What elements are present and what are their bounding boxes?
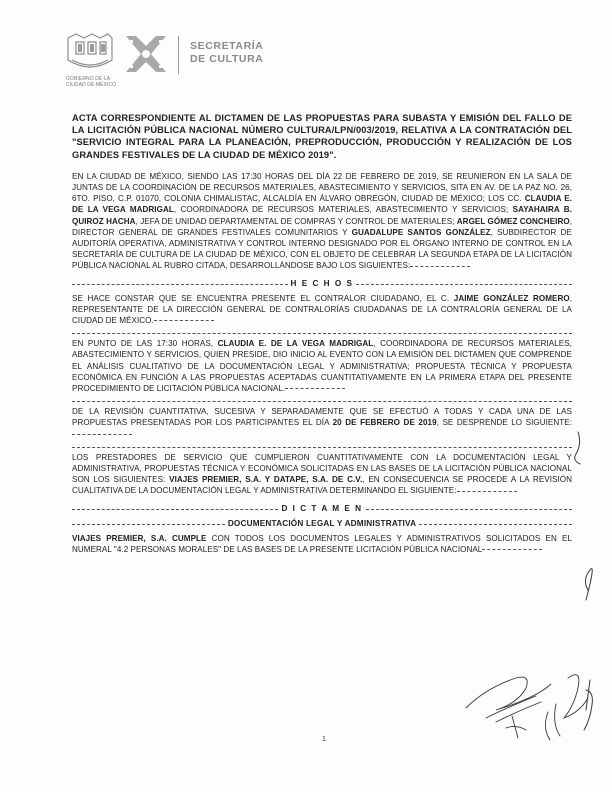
p3-text-1: EN PUNTO DE LAS 17:30 HORAS, (72, 339, 218, 349)
p5-text-2: , EN CONSECUENCIA SE PROCEDE A LA REVISIÓN CUALITATIVA DE LA DOCUMENTACIÓN LEGAL Y ADMINISTRATIVA DETERMINANDO EL SIGUIENTE: (72, 475, 572, 496)
p1-text-5: , SUBDIRECTOR DE AUDITORÍA OPERATIVA, ADMINISTRATIVA Y CONTROL INTERNO DESIGNADO POR EL ÓRGANO INTERNO DE CONTROL EN LA SECRETARÍA DE CULTURA DE LA CIUDAD DE MÉXICO, CON EL OBJETO DE CELEBRAR LA SEGUNDA ETAPA DE LA LICITACIÓN PÚBLICA NACIONAL AL RUBRO CITADA, DESARROLLÁNDOSE BAJO LOS SIGUIENTES: (72, 227, 572, 271)
dash-line-right (366, 509, 572, 510)
p4-date: 20 DE FEBRERO DE 2019 (332, 418, 437, 428)
p3-text-2: , COORDINADORA DE RECURSOS MATERIALES, ABASTECIMIENTO Y SERVICIOS, QUIEN PRESIDE, DIO INICIO AL EVENTO CON LA EMISIÓN DEL DICTAMEN QUE COMPRENDE EL ANÁLISIS CUALITATIVO DE LA DOCUMENTACIÓN LEGAL Y ADMINISTRATIVA; PROPUESTA TÉCNICA Y PROPUESTA ECONÓMICA EN FUNCIÓN A LAS PROPUESTAS ACEPTADAS CUANTITATIVAMENTE EN LA PRIMERA ETAPA DEL PRESENTE PROCEDIMIENTO DE LICITACIÓN PÚBLICA NACIONAL. (72, 339, 572, 394)
p2-text-2: , REPRESENTANTE DE LA DIRECCIÓN GENERAL DE CONTRALORÍAS CIUDADANAS DE LA CONTRALORÍA GENERAL DE LA CIUDAD DE MÉXICO. (72, 293, 572, 326)
bottom-signatures (456, 648, 596, 748)
cdmx-government-text (66, 76, 116, 88)
p5-companies: VIAJES PREMIER, S.A. Y DATAPE, S.A. DE C.V. (169, 475, 363, 485)
initial-mark-1 (575, 432, 580, 464)
p1-name-4: GUADALUPE SANTOS GONZÁLEZ (351, 227, 491, 237)
p3-name-1: CLAUDIA E. DE LA VEGA MADRIGAL (217, 339, 374, 349)
signature-scribble-2 (486, 696, 541, 722)
page-number: 1 (322, 736, 326, 743)
p2-name-1: JAIME GONZÁLEZ ROMERO (453, 293, 570, 303)
dash-separator (72, 400, 572, 402)
dash-line-right (419, 524, 572, 525)
p1-name-3: ARGEL GÓMEZ CONCHEIRO (456, 216, 570, 226)
dictamen-heading (72, 503, 572, 514)
p1-name-1: CLAUDIA E. DE LA VEGA MADRIGAL (72, 194, 573, 215)
p4-text-1: DE LA REVISIÓN CUANTITATIVA, SUCESIVA Y SEPARADAMENTE QUE SE EFECTUÓ A TODAS Y CADA UNA DE LAS PROPUESTAS PRESENTADAS POR LOS PARTICIPANTES EL DÍA (72, 407, 572, 428)
p1-text-3: , JEFA DE UNIDAD DEPARTAMENTAL DE COMPRAS Y CONTROL DE MATERIALES; (135, 216, 457, 226)
p2-text-1: SE HACE CONSTAR QUE SE ENCUENTRA PRESENTE EL CONTRALOR CIUDADANO, EL C. (72, 293, 454, 303)
dash-separator (72, 446, 572, 448)
p1-text-2: , COORDINADORA DE RECURSOS MATERIALES, ABASTECIMIENTO Y SERVICIOS; (173, 205, 513, 215)
dash-filler (457, 491, 517, 492)
dash-line-left (72, 509, 278, 510)
p1-text-1: EN LA CIUDAD DE MÉXICO, SIENDO LAS 17:30 HORAS DEL DÍA 22 DE FEBRERO DE 2019, SE REUNIERON EN LA SALA DE JUNTAS DE LA COORDINACIÓN DE RECURSOS MATERIALES, ABASTECIMIENTO Y SERVICIOS, SITA EN AV. DE LA PAZ NO. 26, 6TO. PISO, C.P. 01070, COLONIA CHIMALISTAC, ALCALDÍA EN ÁLVARO OBREGÓN, CIUDAD DE MÉXICO; LOS CC. (72, 171, 572, 204)
dash-filler (410, 266, 470, 267)
document-title: ACTA CORRESPONDIENTE AL DICTAMEN DE LAS PROPUESTAS PARA SUBASTA Y EMISIÓN DEL FALLO DE LA LICITACIÓN PÚBLICA NACIONAL NÚMERO CULTURA/LPN/003/2019, RELATIVA A LA CONTRATACIÓN DEL "SERVICIO INTEGRAL PARA LA PLANEACIÓN, PREPRODUCCIÓN, PRODUCCIÓN Y REALIZACIÓN DE LOS GRANDES FESTIVALES DE LA CIUDAD DE MÉXICO 2019". (72, 113, 572, 160)
hechos-label: H E C H O S (290, 278, 354, 288)
dash-filler (482, 549, 542, 550)
paragraph-inicio (72, 338, 572, 394)
paragraph-viajes-premier (72, 533, 572, 555)
hechos-heading (72, 278, 572, 289)
doc-legal-label: DOCUMENTACIÓN LEGAL Y ADMINISTRATIVA (227, 518, 417, 528)
p6-company-cumple: VIAJES PREMIER, S.A. CUMPLE (72, 533, 207, 543)
letterhead (62, 30, 292, 88)
header-divider (178, 36, 179, 74)
paragraph-prestadores (72, 452, 572, 497)
gov-text-line1: GOBIERNO DE LA (66, 76, 111, 82)
dash-line-right (356, 284, 572, 285)
p1-text-4: , DIRECTOR GENERAL DE GRANDES FESTIVALES COMUNITARIOS Y (72, 216, 572, 237)
signature-scribble-5 (564, 675, 588, 718)
cdmx-emblem-icon (122, 32, 170, 76)
p1-name-2: SAYAHAIRA B. QUIROZ HACHA (72, 205, 572, 226)
document-body (72, 112, 572, 561)
paragraph-revision (72, 406, 572, 440)
paragraph-opening (72, 171, 572, 272)
initial-mark-3 (584, 680, 592, 730)
doc-legal-heading (72, 518, 572, 529)
paragraph-contralor (72, 293, 572, 327)
p5-text-1: LOS PRESTADORES DE SERVICIO QUE CUMPLIERON CUANTITATIVAMENTE CON LA DOCUMENTACIÓN LEGAL Y ADMINISTRATIVA, PROPUESTAS TÉCNICA Y ECONÓMICA SOLICITADAS EN LAS BASES DE LA LICITACIÓN PÚBLICA NACIONAL SON LOS SIGUIENTES: (72, 452, 572, 485)
secretaria-de-cultura-label (190, 40, 263, 66)
initial-mark-2 (585, 569, 592, 600)
dash-filler (72, 434, 132, 435)
gov-text-line2: CIUDAD DE MÉXICO (66, 82, 117, 88)
dash-filler (154, 320, 214, 321)
secretaria-line1: SECRETARÍA (190, 40, 264, 52)
dictamen-label: D I C T A M E N (281, 503, 363, 513)
dash-line-left (72, 284, 288, 285)
dash-filler (285, 388, 345, 389)
p6-text-1: CON TODOS LOS DOCUMENTOS LEGALES Y ADMINISTRATIVOS SOLICITADOS EN EL NUMERAL "4.2 PERSONAS MORALES" DE LAS BASES DE LA PRESENTE LICITACIÓN PÚBLICA NACIONAL (72, 533, 572, 554)
secretaria-line2: DE CULTURA (190, 53, 264, 65)
dash-line-left (72, 524, 225, 525)
dash-separator (72, 332, 572, 334)
signature-scribble-3 (506, 716, 526, 738)
signature-scribble-1 (466, 677, 551, 710)
p4-text-2: , SE DESPRENDE LO SIGUIENTE: (436, 418, 572, 428)
cdmx-government-logo (62, 30, 118, 82)
signature-scribble-4 (545, 704, 560, 740)
